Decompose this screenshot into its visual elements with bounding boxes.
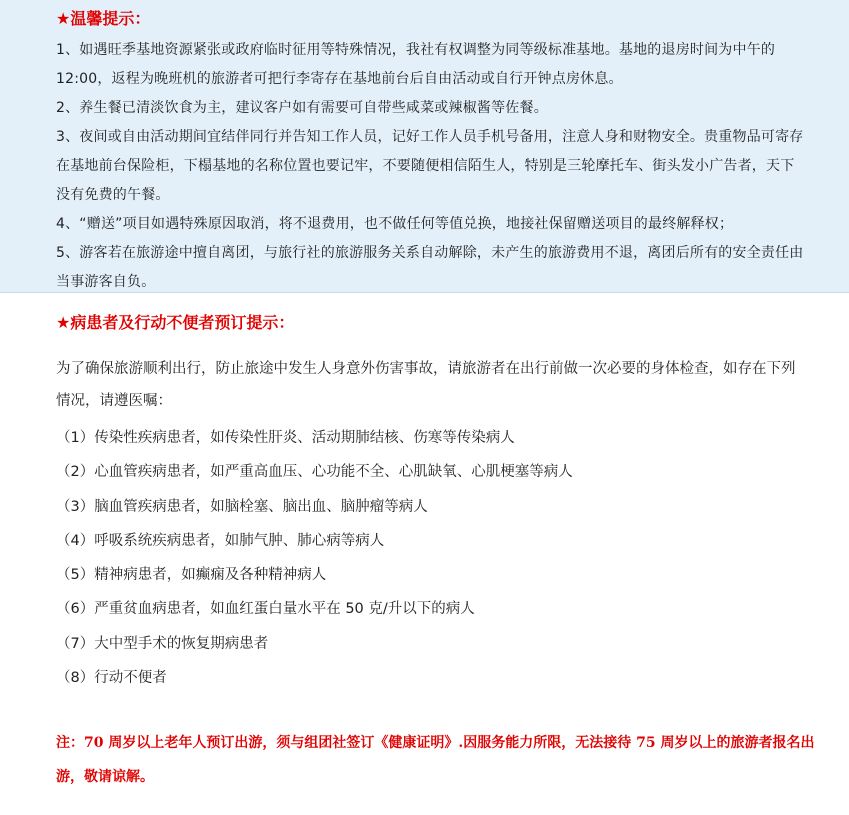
condition-item-8: （8）行动不便者 [56, 670, 167, 687]
condition-item-4: （4）呼吸系统疾病患者，如肺气肿、肺心病等病人 [56, 532, 385, 549]
warm-tips-title: ★温馨提示： [56, 9, 151, 28]
condition-item-1: （1）传染性疾病患者，如传染性肝炎、活动期肺结核、伤寒等传染病人 [56, 430, 515, 446]
health-intro-text: 为了确保旅游顺利出行，防止旅途中发生人身意外伤害事故，请旅游者在出行前做一次必要的身体检查，如存在下列情况，请遵医嘱： [56, 361, 796, 409]
health-notice-title: ★病患者及行动不便者预订提示： [56, 313, 295, 332]
warm-tips-list [56, 36, 808, 297]
condition-list [56, 421, 808, 695]
age-restriction-note: 注：70 周岁以上老年人预订出游，须与组团社签订《健康证明》.因服务能力所限，无法接待 75 周岁以上的旅游者报名出游，敬请谅解。 [56, 735, 815, 785]
warm-tips-section [0, 0, 849, 293]
tip-item-5: 5、游客若在旅游途中擅自离团，与旅行社的旅游服务关系自动解除，未产生的旅游费用不退，离团后所有的安全责任由当事游客自负。 [56, 245, 804, 290]
condition-item-7: （7）大中型手术的恢复期病患者 [56, 635, 269, 652]
tip-item-3: 3、夜间或自由活动期间宜结伴同行并告知工作人员，记好工作人员手机号备用，注意人身和财物安全。贵重物品可寄存在基地前台保险柜，下榻基地的名称位置也要记牢，不要随便相信陌生人，特别是三轮摩托车、街头发小广告者，天下没有免费的午餐。 [56, 129, 804, 203]
tip-item-4: 4、“赠送”项目如遇特殊原因取消，将不退费用，也不做任何等值兑换，地接社保留赠送项目的最终解释权； [56, 216, 734, 232]
tip-item-1: 1、如遇旺季基地资源紧张或政府临时征用等特殊情况，我社有权调整为同等级标准基地。基地的退房时间为中午的 12:00，返程为晚班机的旅游者可把行李寄存在基地前台后自由活动或自行开钟点房休息。 [56, 42, 776, 87]
tip-item-2: 2、养生餐已清淡饮食为主，建议客户如有需要可自带些咸菜或辣椒酱等佐餐。 [56, 100, 548, 116]
condition-item-6: （6）严重贫血病患者，如血红蛋白量水平在 50 克/升以下的病人 [56, 601, 475, 618]
condition-item-3: （3）脑血管疾病患者，如脑栓塞、脑出血、脑肿瘤等病人 [56, 498, 428, 515]
condition-item-2: （2）心血管疾病患者，如严重高血压、心功能不全、心肌缺氧、心肌梗塞等病人 [56, 464, 573, 481]
health-notice-section [0, 293, 849, 815]
condition-item-5: （5）精神病患者，如癫痫及各种精神病人 [56, 567, 327, 584]
